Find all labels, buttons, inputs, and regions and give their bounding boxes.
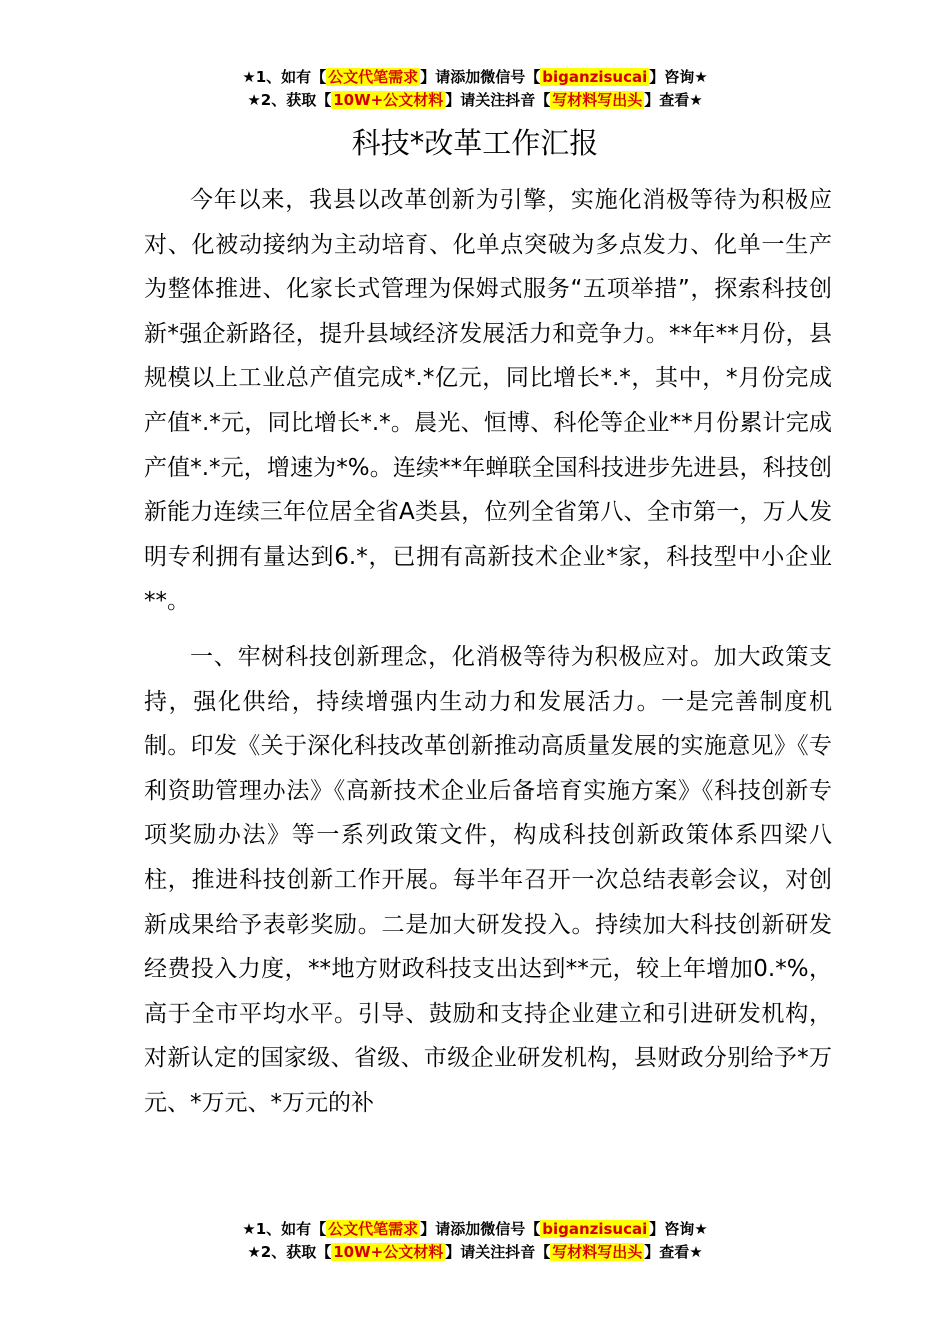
highlight-materials: 10W+公文材料 [333, 1243, 444, 1261]
highlight-douyin: 写材料写出头 [552, 1243, 643, 1261]
promo-banner-top [0, 66, 950, 112]
highlight-service: 公文代笔需求 [328, 1220, 419, 1238]
highlight-douyin: 写材料写出头 [552, 91, 643, 109]
promo-line-2: ★2、获取【 10W+公文材料 】请关注抖音【 写材料写出头 】查看★ [247, 1243, 703, 1261]
promo-line-1: ★1、如有【 公文代笔需求 】请添加微信号【 biganzisucai 】咨询★ [242, 1220, 708, 1238]
document-title: 科技*改革工作汇报 [351, 126, 599, 160]
document-body [144, 178, 832, 1125]
highlight-wechat-id: biganzisucai [542, 1220, 648, 1238]
highlight-service: 公文代笔需求 [328, 68, 419, 86]
highlight-materials: 10W+公文材料 [333, 91, 444, 109]
promo-banner-bottom [0, 1218, 950, 1264]
highlight-wechat-id: biganzisucai [542, 68, 648, 86]
paragraph-intro: 今年以来，我县以改革创新为引擎，实施化消极等待为积极应对、化被动接纳为主动培育、化单点突破为多点发力、化单一生产为整体推进、化家长式管理为保姆式服务“五项举措”，探索科技创新*强企新路径，提升县域经济发展活力和竞争力。**年**月份，县规模以上工业总产值完成*.*亿元，同比增长*.*，其中，*月份完成产值*.*元，同比增长*.*。晨光、恒博、科伦等企业**月份累计完成产值*.*元，增速为*%。连续**年蝉联全国科技进步先进县，科技创新能力连续三年位居全省A类县，位列全省第八、全市第一，万人发明专利拥有量达到6.*，已拥有高新技术企业*家，科技型中小企业**。 [144, 187, 832, 615]
paragraph-section-1: 一、牢树科技创新理念，化消极等待为积极应对。加大政策支持，强化供给，持续增强内生动力和发展活力。一是完善制度机制。印发《关于深化科技改革创新推动高质量发展的实施意见》《专利资助管理办法》《高新技术企业后备培育实施方案》《科技创新专项奖励办法》等一系列政策文件，构成科技创新政策体系四梁八柱，推进科技创新工作开展。每半年召开一次总结表彰会议，对创新成果给予表彰奖励。二是加大研发投入。持续加大科技创新研发经费投入力度，**地方财政科技支出达到**元，较上年增加0.*%，高于全市平均水平。引导、鼓励和支持企业建立和引进研发机构，对新认定的国家级、省级、市级企业研发机构，县财政分别给予*万元、*万元、*万元的补 [144, 643, 832, 1116]
promo-line-1: ★1、如有【 公文代笔需求 】请添加微信号【 biganzisucai 】咨询★ [242, 68, 708, 86]
promo-line-2: ★2、获取【 10W+公文材料 】请关注抖音【 写材料写出头 】查看★ [247, 91, 703, 109]
